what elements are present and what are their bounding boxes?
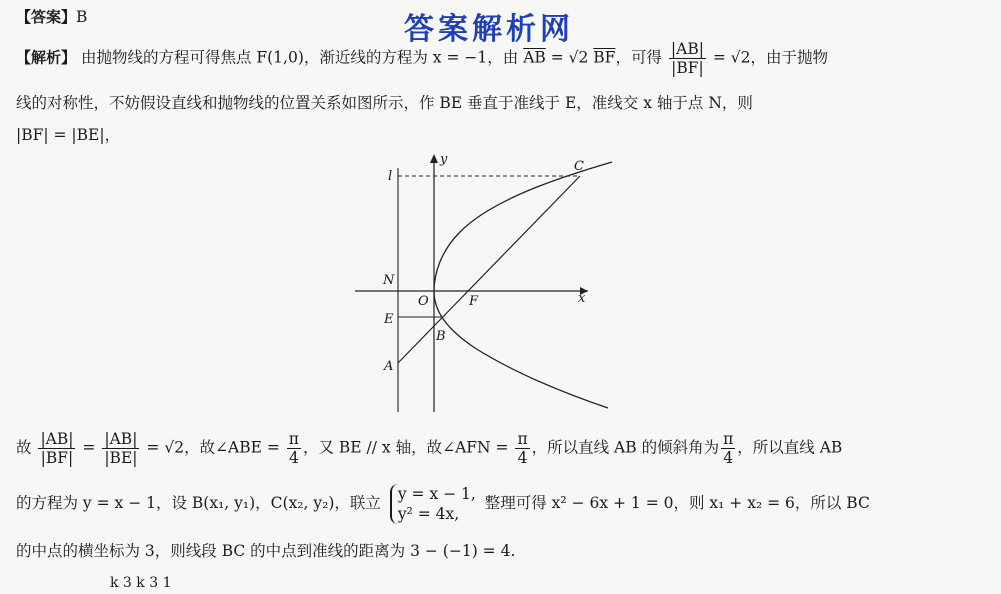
fraction-ab-be: $\frac{|AB|}{|BE|}$	[104, 430, 138, 467]
answer-value: B	[76, 8, 88, 26]
parabola-figure	[350, 150, 620, 415]
vector-bf: $\overline{BF}$	[593, 48, 616, 67]
label-b: B	[436, 329, 446, 344]
fraction-ab-bf-2: $\frac{|AB|}{|BF|}$	[40, 430, 74, 467]
analysis-text-4eq: =	[77, 438, 101, 457]
label-a: A	[384, 359, 394, 374]
answer-line	[16, 6, 87, 28]
fraction-pi-4-a: $\frac{\pi}{4}$	[288, 430, 299, 467]
analysis-line-6: 的中点的横坐标为 3，则线段 BC 的中点到准线的距离为 3 − (−1) = 4.	[16, 542, 516, 560]
label-o: O	[418, 294, 429, 309]
analysis-text-4e: ，所以直线 AB	[737, 438, 843, 457]
fraction-pi-4-b: $\frac{\pi}{4}$	[517, 430, 528, 467]
analysis-text-4b: = √2，故∠ABE =	[141, 438, 285, 457]
watermark-text: 答案解析网	[404, 12, 574, 47]
label-l: l	[388, 169, 393, 184]
label-c: C	[574, 159, 584, 174]
label-e: E	[384, 312, 394, 327]
label-y: y	[440, 152, 448, 167]
analysis-text-1eq: = √2	[545, 48, 594, 67]
analysis-line-1	[16, 40, 828, 77]
answer-label: 【答案】	[16, 8, 77, 26]
fraction-ab-bf: $\frac{|AB|}{|BF|}$	[670, 40, 704, 77]
fraction-pi-4-c: $\frac{\pi}{4}$	[723, 430, 734, 467]
analysis-label: 【解析】	[16, 48, 77, 67]
analysis-text-1b: ，可得	[615, 48, 662, 67]
analysis-text-4c: ，又 BE // x 轴，故∠AFN =	[302, 438, 514, 457]
analysis-line-4	[16, 430, 842, 467]
label-x: x	[578, 291, 586, 306]
analysis-line-7-cut: k 3 k 3 1	[110, 575, 172, 591]
analysis-text-5a: 的方程为 y = x − 1，设 B(x₁, y₁)，C(x₂, y₂)，联立	[16, 494, 381, 512]
analysis-line-3: |BF| = |BE|，	[16, 126, 121, 144]
analysis-text-1c: = √2，由于抛物	[707, 48, 829, 67]
analysis-line-2: 线的对称性，不妨假设直线和抛物线的位置关系如图所示，作 BE 垂直于准线于 E，准线交 x 轴于点 N，则	[16, 94, 753, 112]
equation-system: y = x − 1, y² = 4x,	[390, 484, 476, 524]
vector-ab: $\overline{AB}$	[523, 48, 546, 67]
analysis-line-5	[16, 484, 870, 524]
label-f: F	[469, 294, 479, 309]
analysis-text-1a: 由抛物线的方程可得焦点 F(1,0)，渐近线的方程为 x = −1，由	[80, 48, 519, 67]
analysis-text-4d: ，所以直线 AB 的倾斜角为	[531, 438, 720, 457]
analysis-text-4a: 故	[16, 438, 32, 457]
label-n: N	[383, 273, 395, 288]
analysis-text-5b: 整理可得 x² − 6x + 1 = 0，则 x₁ + x₂ = 6，所以 BC	[479, 494, 870, 512]
